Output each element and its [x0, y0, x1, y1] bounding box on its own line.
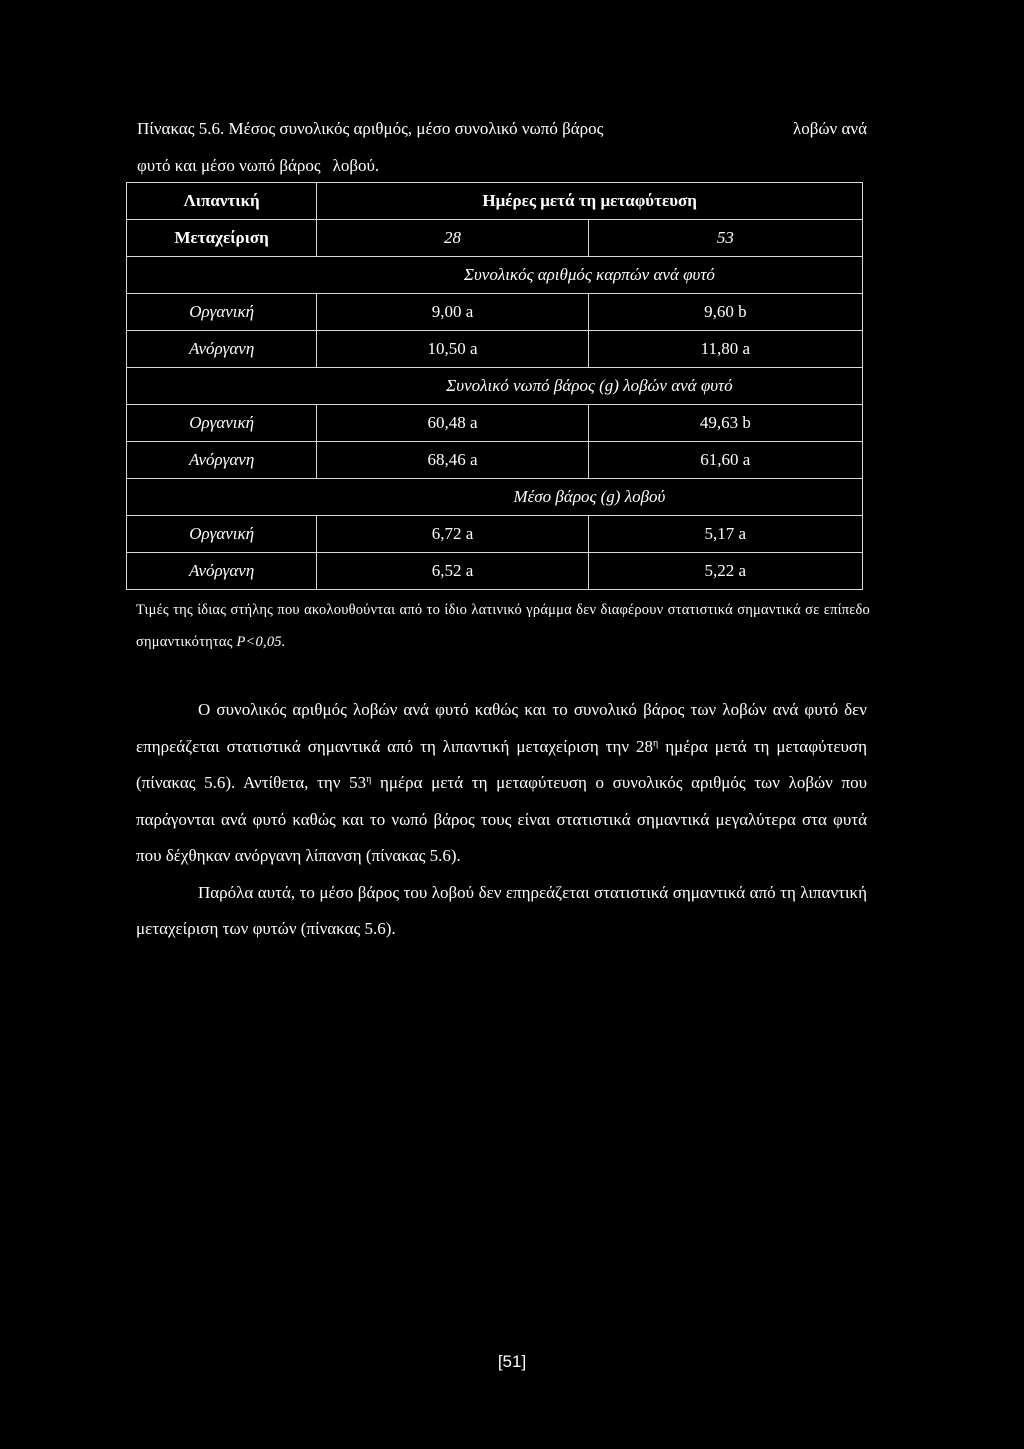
row-treatment: Ανόργανη — [127, 331, 317, 368]
section-title-row — [127, 368, 863, 405]
row-treatment: Οργανική — [127, 405, 317, 442]
footnote-text: Τιμές της ίδιας στήλης που ακολουθούνται από το ίδιο λατινικό γράμμα δεν διαφέρουν στατιστικά σημαντικά σε επίπεδο σημαντικότητας — [136, 602, 870, 650]
section-title-row — [127, 257, 863, 294]
row-value-28: 9,00 a — [317, 294, 588, 331]
page-number: [51] — [497, 1352, 527, 1371]
row-value-28: 6,72 a — [317, 516, 588, 553]
section-title-fresh-weight: Συνολικό νωπό βάρος (g) λοβών ανά φυτό — [317, 368, 863, 405]
row-treatment: Οργανική — [127, 516, 317, 553]
header-treatment-2: Μεταχείριση — [127, 220, 317, 257]
header-day-53: 53 — [588, 220, 862, 257]
row-treatment: Ανόργανη — [127, 442, 317, 479]
row-value-53: 5,17 a — [588, 516, 862, 553]
row-value-28: 6,52 a — [317, 553, 588, 590]
caption-line-2 — [137, 147, 867, 184]
header-days: Ημέρες μετά τη μεταφύτευση — [317, 183, 863, 220]
ordinal-superscript-1: η — [653, 737, 659, 749]
table-row — [127, 442, 863, 479]
row-value-53: 49,63 b — [588, 405, 862, 442]
paragraph-1-part-b: ημέρα μετά τη μεταφύτευση (πίνακας 5.6). Αντίθετα, την 53 — [136, 736, 867, 792]
table-row — [127, 331, 863, 368]
paragraph-1 — [136, 692, 867, 875]
section-title-fruit-count: Συνολικός αριθμός καρπών ανά φυτό — [317, 257, 863, 294]
row-value-53: 11,80 a — [588, 331, 862, 368]
paragraph-2: Παρόλα αυτά, το μέσο βάρος του λοβού δεν επηρεάζεται στατιστικά σημαντικά από τη λιπαντική μεταχείριση των φυτών (πίνακας 5.6). — [136, 882, 867, 938]
row-value-28: 68,46 a — [317, 442, 588, 479]
paragraph-1-part-a: Ο συνολικός αριθμός λοβών ανά φυτό καθώς και το συνολικό βάρος των λοβών ανά φυτό δεν επηρεάζεται στατιστικά σημαντικά από τη λιπαντική μεταχείριση την 28 — [136, 700, 867, 756]
row-treatment: Οργανική — [127, 294, 317, 331]
table-caption — [137, 110, 867, 184]
body-text — [136, 692, 867, 948]
row-value-53: 9,60 b — [588, 294, 862, 331]
row-value-53: 61,60 a — [588, 442, 862, 479]
caption-line-2-left: φυτό και μέσο νωπό βάρος — [137, 156, 321, 175]
section-title-mean-weight: Μέσο βάρος (g) λοβού — [317, 479, 863, 516]
row-treatment: Ανόργανη — [127, 553, 317, 590]
ordinal-superscript-2: η — [366, 774, 372, 785]
header-row-1 — [127, 183, 863, 220]
row-value-28: 60,48 a — [317, 405, 588, 442]
section-title-row — [127, 479, 863, 516]
row-value-28: 10,50 a — [317, 331, 588, 368]
caption-line-1-left: Πίνακας 5.6. Μέσος συνολικός αριθμός, μέσο συνολικό νωπό βάρος — [137, 119, 604, 138]
header-row-2 — [127, 220, 863, 257]
results-table — [126, 182, 863, 590]
table-row — [127, 516, 863, 553]
caption-line-1-right: λοβών ανά — [792, 119, 867, 138]
table-row — [127, 405, 863, 442]
table-row — [127, 294, 863, 331]
header-day-28: 28 — [317, 220, 588, 257]
table-footnote — [136, 594, 870, 658]
caption-line-2-right: λοβού. — [332, 156, 380, 175]
header-treatment-1: Λιπαντική — [127, 183, 317, 220]
footnote-p-value: P<0,05. — [236, 634, 286, 650]
caption-line-1 — [137, 110, 867, 147]
row-value-53: 5,22 a — [588, 553, 862, 590]
paragraph-1-part-c: ημέρα μετά τη μεταφύτευση ο συνολικός αριθμός των λοβών που παράγονται ανά φυτό καθώς και το νωπό βάρος τους είναι στατιστικά σημαντικά μεγαλύτερα στα φυτά που δέχθηκαν ανόργανη λίπανση (πίνακας 5.6). — [136, 773, 867, 865]
table-row — [127, 553, 863, 590]
